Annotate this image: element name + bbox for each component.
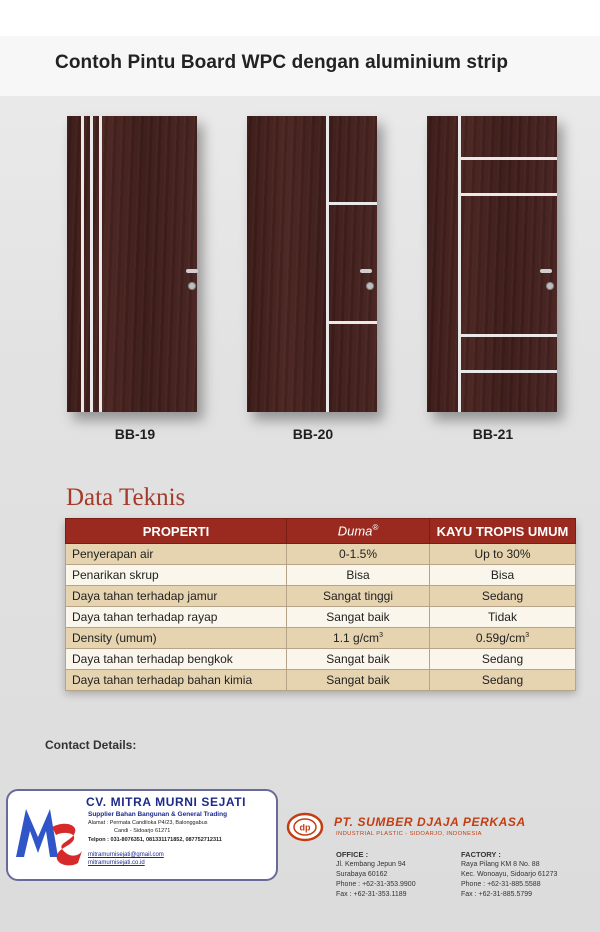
page-title: Contoh Pintu Board WPC dengan aluminium strip bbox=[55, 52, 509, 73]
cell-kayu: Sedang bbox=[430, 649, 576, 670]
svg-text:dp: dp bbox=[299, 822, 311, 833]
aluminium-strip bbox=[81, 116, 84, 412]
header-kayu-tropis: KAYU TROPIS UMUM bbox=[430, 519, 576, 544]
cell-kayu: Up to 30% bbox=[430, 544, 576, 565]
door-handle-icon bbox=[186, 269, 198, 273]
cell-property: Daya tahan terhadap bengkok bbox=[66, 649, 287, 670]
table-header-row bbox=[66, 519, 576, 544]
aluminium-strip bbox=[458, 157, 557, 160]
aluminium-strip bbox=[99, 116, 102, 412]
contact-title: Contact Details: bbox=[45, 738, 137, 752]
door-bb-21 bbox=[427, 116, 557, 412]
door-lock-icon bbox=[366, 282, 374, 290]
door-bb-20 bbox=[247, 116, 377, 412]
top-band bbox=[0, 0, 600, 36]
table-row bbox=[66, 586, 576, 607]
door-handle-icon bbox=[360, 269, 372, 273]
card-website-link[interactable]: mitramurnisejati.co.id bbox=[88, 860, 145, 866]
factory-phone: Phone : +62-31-885.5588 bbox=[461, 881, 541, 888]
registered-mark: ® bbox=[372, 523, 379, 533]
factory-line-2: Kec. Wonoayu, Sidoarjo 61273 bbox=[461, 871, 558, 878]
cell-kayu bbox=[430, 628, 576, 649]
door-handle-icon bbox=[540, 269, 552, 273]
door-lock-icon bbox=[546, 282, 554, 290]
header-duma-label: Duma bbox=[337, 523, 373, 539]
office-phone: Phone : +62-31-353.9900 bbox=[336, 881, 416, 888]
cell-property: Daya tahan terhadap bahan kimia bbox=[66, 670, 287, 691]
cell-duma bbox=[287, 628, 430, 649]
table-row bbox=[66, 607, 576, 628]
factory-heading: FACTORY : bbox=[461, 850, 501, 859]
pt-company-name: PT. SUMBER DJAJA PERKASA bbox=[334, 815, 526, 829]
cell-kayu: Bisa bbox=[430, 565, 576, 586]
table-row bbox=[66, 565, 576, 586]
business-card bbox=[6, 789, 278, 881]
factory-line-1: Raya Pilang KM 8 No. 88 bbox=[461, 861, 540, 868]
density-kayu: 0.59g/cm bbox=[475, 631, 526, 645]
card-subtitle: Supplier Bahan Bangunan & General Trading bbox=[88, 811, 228, 818]
cell-duma: Bisa bbox=[287, 565, 430, 586]
door-lock-icon bbox=[188, 282, 196, 290]
door-bb-19 bbox=[67, 116, 197, 412]
aluminium-strip bbox=[458, 193, 557, 196]
cell-kayu: Sedang bbox=[430, 670, 576, 691]
door-code-bb-19: BB-19 bbox=[114, 426, 156, 442]
cell-property: Daya tahan terhadap rayap bbox=[66, 607, 287, 628]
aluminium-strip bbox=[326, 116, 329, 412]
cell-duma: Sangat baik bbox=[287, 670, 430, 691]
office-line-1: Jl. Kembang Jepun 94 bbox=[336, 861, 406, 868]
cell-duma: Sangat baik bbox=[287, 607, 430, 628]
pt-tagline: INDUSTRIAL PLASTIC - SIDOARJO, INDONESIA bbox=[336, 831, 482, 837]
sdp-logo-icon bbox=[286, 812, 324, 842]
factory-fax: Fax : +62-31-885.5799 bbox=[461, 891, 533, 898]
table-row bbox=[66, 544, 576, 565]
tech-data-table bbox=[65, 518, 576, 691]
cell-property: Penyerapan air bbox=[66, 544, 287, 565]
table-row bbox=[66, 649, 576, 670]
mms-logo-icon bbox=[12, 797, 84, 875]
cell-property: Penarikan skrup bbox=[66, 565, 287, 586]
section-title: Data Teknis bbox=[66, 484, 186, 511]
cell-duma: Sangat tinggi bbox=[287, 586, 430, 607]
card-address: Alamat : Permata Candiloka P4/23, Balonggabus bbox=[88, 820, 208, 826]
superscript: 3 bbox=[525, 632, 530, 639]
card-email-link[interactable]: mitramurnisejati@gmail.com bbox=[88, 852, 164, 858]
cell-property: Density (umum) bbox=[66, 628, 287, 649]
aluminium-strip bbox=[326, 321, 377, 324]
cell-duma: 0-1.5% bbox=[287, 544, 430, 565]
cell-kayu: Tidak bbox=[430, 607, 576, 628]
aluminium-strip bbox=[90, 116, 93, 412]
office-address bbox=[336, 850, 416, 900]
header-duma bbox=[287, 519, 430, 544]
office-heading: OFFICE : bbox=[336, 850, 369, 859]
aluminium-strip bbox=[458, 370, 557, 373]
superscript: 3 bbox=[379, 632, 383, 639]
header-properti: PROPERTI bbox=[66, 519, 287, 544]
table-row bbox=[66, 670, 576, 691]
aluminium-strip bbox=[326, 202, 377, 205]
density-duma: 1.1 g/cm bbox=[333, 631, 380, 645]
card-address-2: Candi - Sidoarjo 61271 bbox=[114, 828, 171, 834]
door-code-bb-21: BB-21 bbox=[472, 426, 514, 442]
factory-address bbox=[461, 850, 557, 900]
aluminium-strip bbox=[458, 116, 461, 412]
card-phone: Telpon : 031-8076351, 081331171852, 087752712311 bbox=[88, 837, 222, 843]
door-code-bb-20: BB-20 bbox=[292, 426, 334, 442]
table-row bbox=[66, 628, 576, 649]
office-fax: Fax : +62-31-353.1189 bbox=[336, 891, 407, 898]
cell-kayu: Sedang bbox=[430, 586, 576, 607]
office-line-2: Surabaya 60162 bbox=[336, 871, 388, 878]
cell-duma: Sangat baik bbox=[287, 649, 430, 670]
cell-property: Daya tahan terhadap jamur bbox=[66, 586, 287, 607]
card-company-name: CV. MITRA MURNI SEJATI bbox=[86, 795, 247, 809]
aluminium-strip bbox=[458, 334, 557, 337]
